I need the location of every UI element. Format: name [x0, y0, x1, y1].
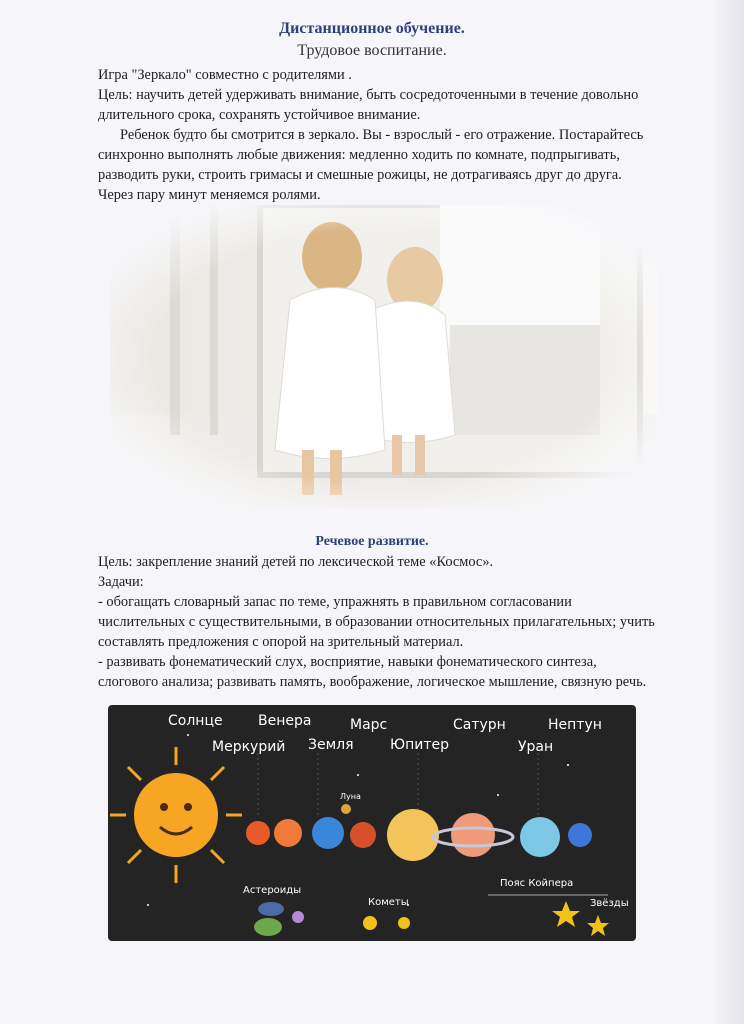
earth-icon	[312, 817, 344, 849]
label-jupiter: Юпитер	[390, 737, 450, 753]
game-goal-line: длительного срока, сохранять устойчивое внимание.	[98, 107, 421, 123]
speech-line: числительных с существительными, в образовании относительных прилагательных; учить	[98, 614, 655, 630]
speech-line: Цель: закрепление знаний детей по лексической теме «Космос».	[98, 554, 494, 570]
label-earth: Земля	[308, 737, 354, 753]
game-desc-line: Через пару минут меняемся ролями.	[98, 187, 321, 203]
label-mars: Марс	[350, 717, 388, 733]
game-desc-line: разводить руки, строить гримасы и смешные рожицы, не дотрагиваясь друг до друга.	[98, 167, 622, 183]
page-edge-shadow	[716, 0, 744, 1024]
game-desc-line: Ребенок будто бы смотрится в зеркало. Вы - взрослый - его отражение. Постарайтесь	[120, 127, 644, 143]
game-title: Игра "Зеркало" совместно с родителями .	[98, 67, 352, 83]
label-kuiper-belt: Пояс Койпера	[500, 878, 574, 889]
page-title: Дистанционное обучение.	[279, 20, 465, 37]
game-desc-line: синхронно выполнять любые движения: медленно ходить по комнате, подпрыгивать,	[98, 147, 620, 163]
solar-system-picture	[108, 705, 636, 941]
label-mercury: Меркурий	[212, 739, 286, 755]
label-comets: Кометы	[368, 897, 409, 908]
jupiter-icon	[387, 809, 439, 861]
label-stars: Звёзды	[590, 898, 629, 909]
speech-line: - обогащать словарный запас по теме, упражнять в правильном согласовании	[98, 594, 572, 610]
speech-title: Речевое развитие.	[315, 534, 429, 549]
neptune-icon	[568, 823, 592, 847]
speech-line: слогового анализа; развивать память, воображение, логическое мышление, связную речь.	[98, 674, 647, 690]
speech-line: - развивать фонематический слух, восприятие, навыки фонематического синтеза,	[98, 654, 597, 670]
moon-icon	[341, 804, 351, 814]
label-saturn: Сатурн	[453, 717, 506, 733]
label-uranus: Уран	[518, 739, 554, 755]
label-asteroids: Астероиды	[243, 885, 302, 896]
page-subtitle: Трудовое воспитание.	[297, 42, 447, 59]
label-venus: Венера	[258, 713, 312, 729]
venus-icon	[274, 819, 302, 847]
uranus-icon	[520, 817, 560, 857]
label-neptune: Нептун	[548, 717, 602, 733]
speech-line: Задачи:	[98, 574, 144, 590]
label-sun: Солнце	[168, 713, 223, 729]
label-moon: Луна	[340, 792, 361, 801]
mercury-icon	[246, 821, 270, 845]
mirror-photo	[110, 205, 658, 508]
game-goal-line: Цель: научить детей удерживать внимание, быть сосредоточенными в течение довольно	[98, 87, 639, 103]
mars-icon	[350, 822, 376, 848]
speech-line: составлять предложения с опорой на зрительный материал.	[98, 634, 464, 650]
